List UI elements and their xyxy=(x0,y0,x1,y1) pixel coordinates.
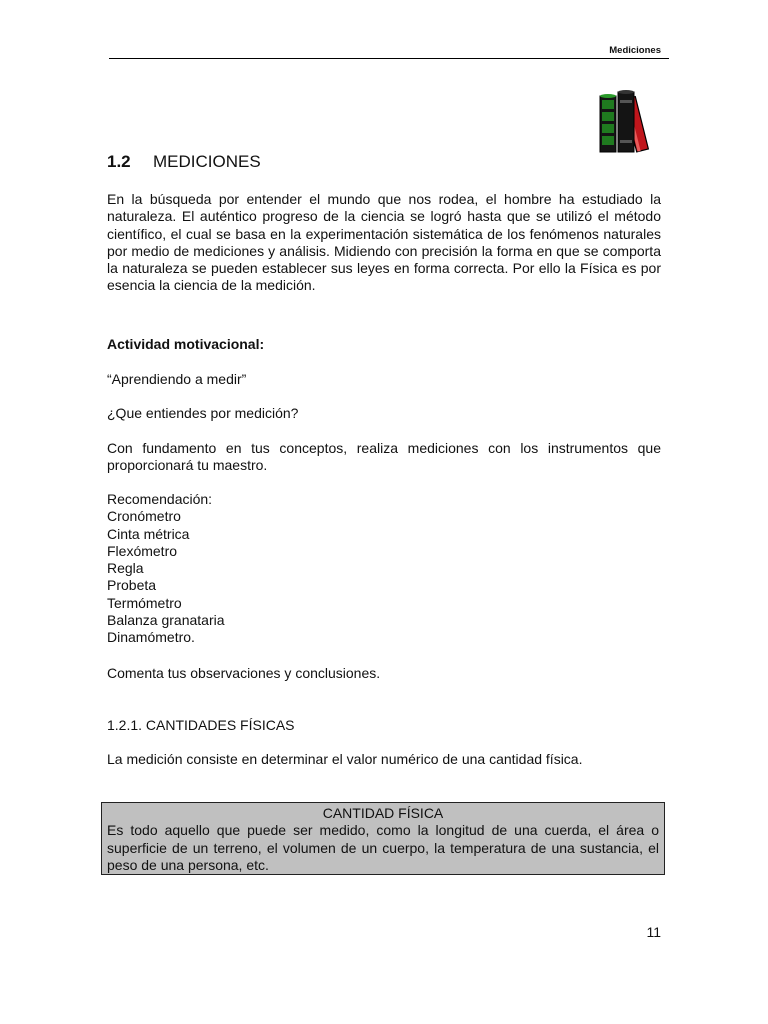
subsection-text: La medición consiste en determinar el valor numérico de una cantidad física. xyxy=(107,751,583,767)
green-book xyxy=(600,94,616,152)
list-item: Cronómetro xyxy=(107,508,181,525)
definition-box xyxy=(101,802,665,875)
header-rule xyxy=(109,58,669,59)
definition-body: Es todo aquello que puede ser medido, como la longitud de una cuerda, el área o superficie de un terreno, el volumen de un cuerpo, la temperatura de una sustancia, el peso de una persona, etc. xyxy=(107,822,659,873)
definition-title: CANTIDAD FÍSICA xyxy=(322,805,444,821)
list-item: Balanza granataria xyxy=(107,612,225,629)
list-item: Probeta xyxy=(107,577,157,594)
books-icon xyxy=(596,88,660,156)
recommendation-list xyxy=(107,491,225,647)
list-item: Regla xyxy=(107,560,144,577)
activity-question: ¿Que entiendes por medición? xyxy=(107,405,299,421)
recommendation-label: Recomendación: xyxy=(107,491,213,507)
activity-instruction: Con fundamento en tus conceptos, realiza mediciones con los instrumentos que proporcionará tu maestro. xyxy=(107,440,661,474)
activity-heading: Actividad motivacional: xyxy=(107,336,265,352)
section-title: MEDICIONES xyxy=(153,152,261,171)
activity-closing: Comenta tus observaciones y conclusiones. xyxy=(107,665,381,681)
section-number: 1.2 xyxy=(107,152,131,171)
black-book xyxy=(618,90,634,152)
subsection-heading: 1.2.1. CANTIDADES FÍSICAS xyxy=(107,717,295,733)
activity-quote: “Aprendiendo a medir” xyxy=(107,371,247,387)
list-item: Dinamómetro. xyxy=(107,629,195,646)
list-item: Cinta métrica xyxy=(107,525,190,542)
list-item: Flexómetro xyxy=(107,542,178,559)
intro-paragraph: En la búsqueda por entender el mundo que nos rodea, el hombre ha estudiado la naturaleza. El auténtico progreso de la ciencia se logró hasta que se utilizó el método científico, el cual se basa en la experimentación sistemática de los fenómenos naturales por medio de mediciones y análisis. Midiendo con precisión la forma en que se comporta la naturaleza se pueden establecer sus leyes en forma correcta. Por ello la Física es por esencia la ciencia de la medición. xyxy=(107,191,661,294)
page-number: 11 xyxy=(646,924,661,940)
running-header: Mediciones xyxy=(609,45,661,56)
section-heading xyxy=(107,152,261,172)
list-item: Termómetro xyxy=(107,594,182,611)
